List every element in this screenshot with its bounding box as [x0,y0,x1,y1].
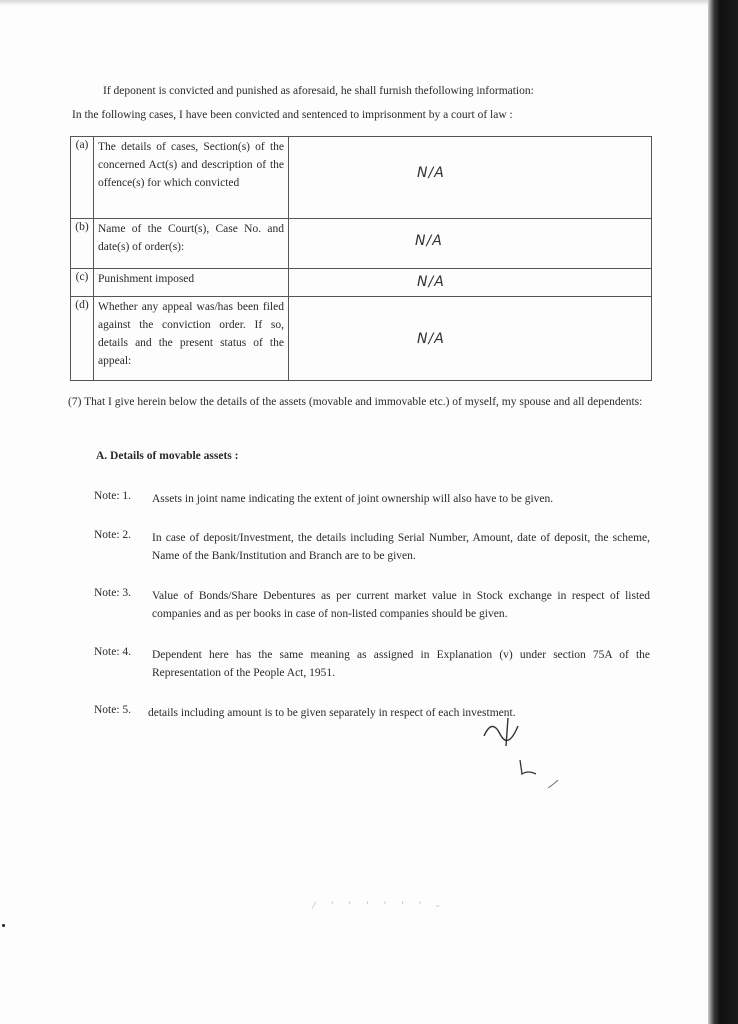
handwritten-signature [478,712,568,792]
note-text: In case of deposit/Investment, the details including Serial Number, Amount, date of deposit, the scheme, Name of the Bank/Institution and Branch are to be given. [152,532,650,562]
note-label: Note: 1. [94,490,132,502]
row-description: Punishment imposed [94,269,289,297]
intro-line-2: In the following cases, I have been convicted and sentenced to imprisonment by a court of law : [72,109,513,121]
row-label: (d) [71,297,94,381]
scan-right-edge [708,0,738,1024]
row-answer [289,297,652,381]
scan-speck [2,924,5,927]
note-label: Note: 2. [94,529,132,541]
row-label: (c) [71,269,94,297]
section-a-heading: A. Details of movable assets : [96,450,239,462]
row-answer [289,219,652,269]
note-label: Note: 3. [94,587,132,599]
table-row [71,297,652,381]
table-row [71,269,652,297]
note-text: Assets in joint name indicating the extent of joint ownership will also have to be given. [152,493,554,505]
scan-top-shadow [0,0,738,6]
handwritten-answer: N/A [415,233,443,249]
row-answer [289,269,652,297]
row-answer [289,137,652,219]
handwritten-answer: N/A [417,165,445,181]
note-label: Note: 4. [94,646,132,658]
row-label: (a) [71,137,94,219]
row-label: (b) [71,219,94,269]
handwritten-answer: N/A [417,274,445,290]
row-description: Whether any appeal was/has been filed against the conviction order. If so, details and the present status of the appeal: [94,297,289,381]
note-text: details including amount is to be given separately in respect of each investment. [148,707,516,719]
row-description: The details of cases, Section(s) of the concerned Act(s) and description of the offence(s) for which convicted [94,137,289,219]
intro-line-1: If deponent is convicted and punished as aforesaid, he shall furnish thefollowing information: [103,85,534,97]
table-row [71,137,652,219]
paragraph-7: (7) That I give herein below the details of the assets (movable and immovable etc.) of myself, my spouse and all dependents: [68,396,643,408]
handwritten-answer: N/A [417,331,445,347]
table-row [71,219,652,269]
note-text: Dependent here has the same meaning as assigned in Explanation (v) under section 75A of the Representation of the People Act, 1951. [152,649,650,679]
note-text: Value of Bonds/Share Debentures as per current market value in Stock exchange in respect of listed companies and as per books in case of non-listed companies should be given. [152,590,650,620]
note-label: Note: 5. [94,704,132,716]
row-description: Name of the Court(s), Case No. and date(s) of order(s): [94,219,289,269]
conviction-cases-table [70,136,652,381]
faded-stamp-mark: / ' ' ' ' ' ' - [312,898,446,912]
